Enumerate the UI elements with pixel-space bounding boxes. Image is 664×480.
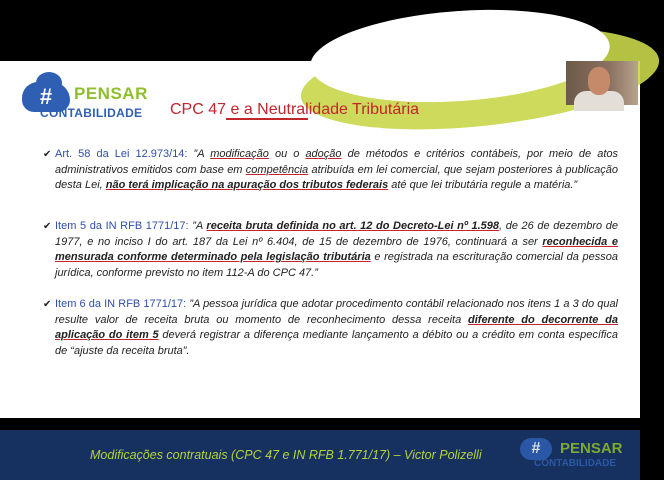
footer-logo-pensar: PENSAR <box>560 440 623 457</box>
item-text: atribuída em lei comercial, que sejam posteriores à publicação desta Lei, <box>55 163 619 191</box>
footer-logo-hash-icon: # <box>520 438 552 460</box>
item-reference: Item 5 da IN RFB 1771/17: <box>55 220 189 232</box>
legal-item-1 <box>43 147 619 194</box>
footer-caption: Modificações contratuais (CPC 47 e IN RFB 1.771/17) – Victor Polizelli <box>90 448 482 462</box>
check-icon: ✔ <box>43 299 52 310</box>
item-text: , de 26 de dezembro de 1977, e no inciso I do art. 187 da Lei nº 6.404, de 15 de dezembro de 1976, continuará a ser <box>55 220 618 248</box>
item-reference: Item 6 da IN RFB 1771/17: <box>55 298 187 310</box>
footer-logo <box>520 436 640 476</box>
item-reference: Art. 58 da Lei 12.973/14: <box>55 148 188 160</box>
slide-title: CPC 47 e a Neutralidade Tributária <box>170 101 420 118</box>
highlight-term: adoção <box>305 148 342 160</box>
highlight-term: modificação <box>210 148 269 160</box>
item-text: e registrada na escrituração comercial da pessoa jurídica, conforme previsto no item 112-A do CPC 47.” <box>55 251 618 279</box>
pensar-contabilidade-logo <box>22 80 152 130</box>
logo-pensar-text: PENSAR <box>74 84 148 103</box>
highlight-term: competência <box>245 163 309 176</box>
footer-logo-contabilidade: CONTABILIDADE <box>534 458 617 469</box>
logo-contabilidade-text: CONTABILIDADE <box>40 106 143 120</box>
item-text: ”A <box>187 148 211 160</box>
highlight-phrase: reconhecida e mensurada conforme determinado pela legislação tributária <box>55 235 618 263</box>
check-icon: ✔ <box>43 149 52 160</box>
item-text: de métodos e critérios contábeis, por meio de atos administrativos emitidos com base em <box>55 148 618 176</box>
logo-hash-icon: # <box>22 82 70 112</box>
item-text: ”A pessoa jurídica que adotar procedimento contábil relacionado nos itens 1 a 3 do qual resulte valor de receita bruta ou momento de reconhecimento dessa receita <box>55 298 618 326</box>
title-underline <box>226 118 308 120</box>
item-text: deverá registrar a diferença mediante lançamento a débito ou a crédito em conta específica de “ajuste da receita bruta”. <box>55 329 618 357</box>
item-text: até que lei tributária regule a matéria.” <box>388 179 578 191</box>
presentation-slide <box>0 61 640 469</box>
check-icon: ✔ <box>43 221 52 232</box>
highlight-phrase: receita bruta definida no art. 12 do Decreto-Lei nº 1.598 <box>206 220 500 232</box>
slide-footer <box>0 430 640 480</box>
item-text: ou o <box>268 148 306 160</box>
highlight-phrase: não terá implicação na apuração dos tributos federais <box>105 179 389 191</box>
legal-item-3 <box>43 297 618 359</box>
presenter-webcam <box>566 61 638 105</box>
highlight-phrase: diferente do decorrente da aplicação do item 5 <box>55 313 618 341</box>
item-text: ”A <box>188 220 207 232</box>
legal-item-2 <box>43 219 618 281</box>
